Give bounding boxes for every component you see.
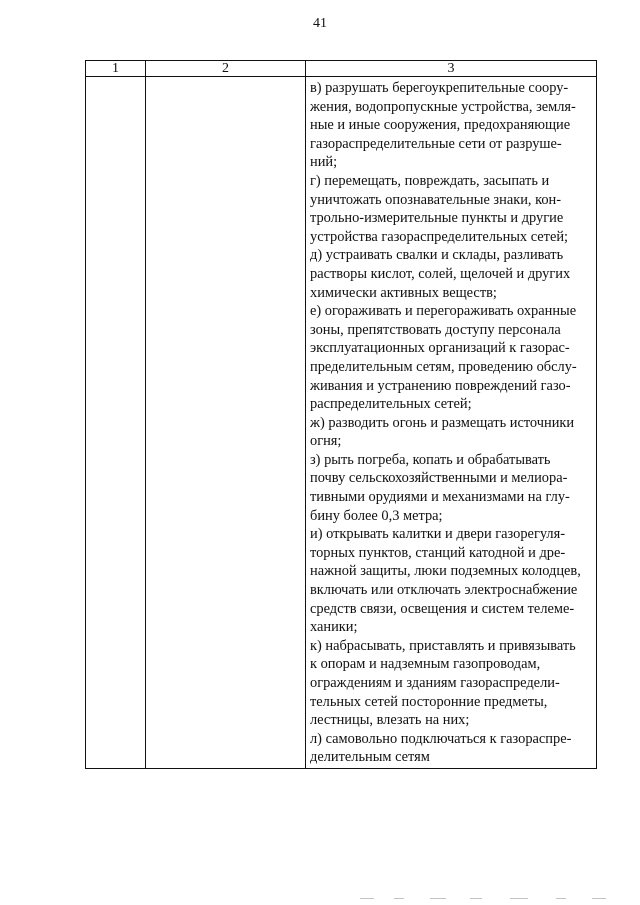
text-line: к) набрасывать, приставлять и привязывать <box>310 637 576 654</box>
text-line: ний; <box>310 154 338 171</box>
column-1-cell <box>86 77 146 769</box>
bottom-scan-marks <box>360 898 610 902</box>
text-line: бину более 0,3 метра; <box>310 507 443 524</box>
text-line: л) самовольно подключаться к газораспре- <box>310 730 572 747</box>
document-table <box>85 60 597 769</box>
column-header-3: 3 <box>306 61 597 77</box>
text-line: д) устраивать свалки и склады, разливать <box>310 247 564 264</box>
text-line: включать или отключать электроснабжение <box>310 582 578 599</box>
text-line: к опорам и надземным газопроводам, <box>310 656 541 673</box>
text-line: ограждениям и зданиям газораспредели- <box>310 675 560 691</box>
text-line: з) рыть погреба, копать и обрабатывать <box>310 451 551 468</box>
text-line: почву сельскохозяйственными и мелиора- <box>310 470 568 487</box>
text-line: химически активных веществ; <box>310 284 497 301</box>
column-header-2: 2 <box>146 61 306 77</box>
text-line: пределительным сетям, проведению обслу- <box>310 358 577 375</box>
text-line: и) открывать калитки и двери газорегуля- <box>310 526 565 543</box>
text-line: ханики; <box>310 619 358 636</box>
text-line: г) перемещать, повреждать, засыпать и <box>310 172 550 189</box>
table-header-row <box>86 61 597 77</box>
column-3-cell <box>306 77 597 769</box>
text-line: трольно-измерительные пункты и другие <box>310 210 564 227</box>
text-line: тивными орудиями и механизмами на глу- <box>310 489 570 506</box>
text-line: жения, водопропускные устройства, земля- <box>310 98 576 115</box>
text-line: ж) разводить огонь и размещать источники <box>310 414 575 431</box>
text-line: уничтожать опознавательные знаки, кон- <box>310 191 562 208</box>
text-line: средств связи, освещения и систем телеме- <box>310 600 575 617</box>
text-line: устройства газораспределительных сетей; <box>310 228 569 245</box>
text-line: торных пунктов, станций катодной и дре- <box>310 544 566 561</box>
text-line: нажной защиты, люки подземных колодцев, <box>310 563 581 580</box>
text-line: распределительных сетей; <box>310 396 472 413</box>
column-2-cell <box>146 77 306 769</box>
column-header-1: 1 <box>86 61 146 77</box>
text-line: лестницы, влезать на них; <box>310 712 470 729</box>
text-line: е) огораживать и перегораживать охранные <box>310 303 577 320</box>
text-line: тельных сетей посторонние предметы, <box>310 693 548 710</box>
page-number: 41 <box>313 16 327 31</box>
text-line: растворы кислот, солей, щелочей и других <box>310 265 571 282</box>
text-line: живания и устранению повреждений газо- <box>310 377 571 394</box>
text-line: эксплуатационных организаций к газорас- <box>310 340 570 357</box>
text-line: делительным сетям <box>310 749 430 766</box>
text-line: ные и иные сооружения, предохраняющие <box>310 117 571 134</box>
table-row <box>86 77 597 769</box>
text-line: огня; <box>310 433 342 450</box>
text-line: в) разрушать берегоукрепительные соору- <box>310 80 569 96</box>
text-line: газораспределительные сети от разруше- <box>310 135 562 152</box>
text-line: зоны, препятствовать доступу персонала <box>310 321 561 338</box>
